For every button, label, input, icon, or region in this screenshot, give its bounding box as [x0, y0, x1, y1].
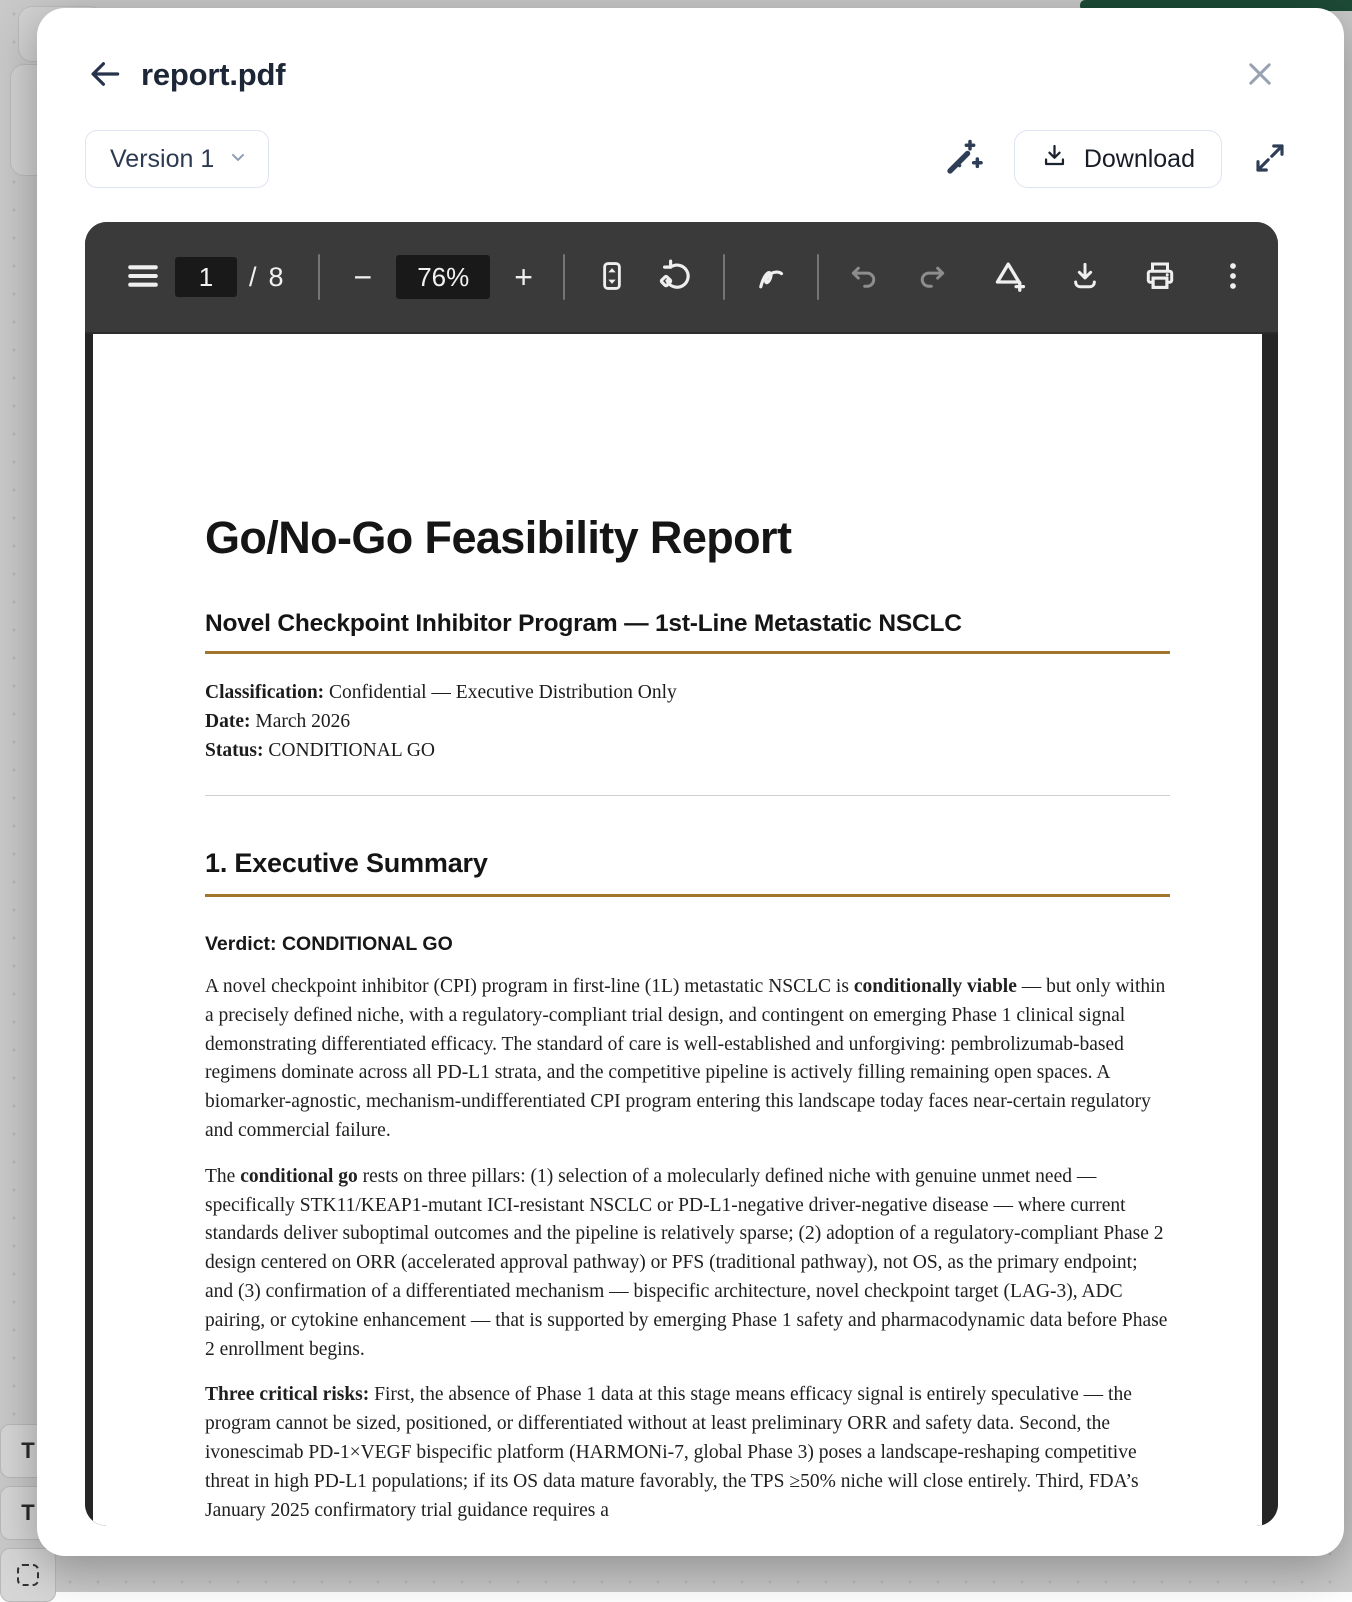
toolbar-divider: [723, 254, 725, 300]
doc-meta-line: Status: CONDITIONAL GO: [205, 736, 1170, 765]
doc-paragraphs: [205, 973, 1170, 1525]
modal-header: [85, 52, 1280, 98]
redo-icon: [915, 259, 949, 296]
download-button[interactable]: [1014, 130, 1222, 188]
doc-verdict: Verdict: CONDITIONAL GO: [205, 933, 1170, 956]
zoom-level-select[interactable]: 76%: [396, 255, 490, 299]
doc-paragraph: The conditional go rests on three pillars: (1) selection of a molecularly defined niche with genuine unmet need — specifically STK11/KEAP1-mutant ICI-resistant NSCLC or PD-L1-negative driver-negative disease — where current standards deliver suboptimal outcomes and the pipeline is relatively sparse; (2) adoption of a regulatory-compliant Phase 2 design centered on ORR (accelerated approval pathway) or PFS (traditional pathway), not OS, as the primary endpoint; and (3) confirmation of a differentiated mechanism — bispecific architecture, novel checkpoint target (LAG-3), ADC pairing, or cytokine enhancement — that is supported by emerging Phase 1 safety and pharmacodynamic data before Phase 2 enrollment begins.: [205, 1163, 1170, 1365]
magic-wand-icon: [942, 137, 984, 182]
add-annotation-button[interactable]: [990, 257, 1028, 298]
undo-button[interactable]: [847, 259, 881, 296]
rotate-icon: [657, 257, 695, 298]
sidebar-toggle-button[interactable]: [125, 258, 161, 297]
version-label: Version 1: [110, 145, 214, 174]
doc-section-heading: 1. Executive Summary: [205, 848, 1170, 897]
download-icon: [1068, 259, 1102, 296]
hamburger-icon: [125, 258, 161, 297]
download-label: Download: [1084, 145, 1195, 174]
page-separator: /: [249, 262, 257, 293]
shape-add-icon: [990, 257, 1028, 298]
printer-icon: [1142, 258, 1178, 297]
redo-button[interactable]: [915, 259, 949, 296]
fit-page-icon: [595, 259, 629, 296]
fit-page-button[interactable]: [595, 259, 629, 296]
selection-tool-icon: [17, 1564, 39, 1586]
pdf-page: [93, 334, 1262, 1526]
more-options-button[interactable]: [1218, 258, 1248, 297]
zoom-in-button[interactable]: +: [514, 261, 533, 293]
text-tool-icon: T: [21, 1500, 34, 1526]
close-button[interactable]: [1240, 55, 1280, 95]
file-title: report.pdf: [141, 57, 285, 93]
toolbar-divider: [318, 254, 320, 300]
pen-squiggle-icon: [753, 258, 789, 297]
page-number-input[interactable]: 1: [175, 257, 237, 297]
kebab-menu-icon: [1218, 258, 1248, 297]
undo-icon: [847, 259, 881, 296]
ai-actions-button[interactable]: [942, 137, 984, 182]
expand-button[interactable]: [1252, 140, 1288, 179]
doc-meta: [205, 678, 1170, 765]
print-button[interactable]: [1142, 258, 1178, 297]
pdf-page-area: [85, 334, 1278, 1526]
subheader-actions: [942, 130, 1288, 188]
toolbar-divider: [563, 254, 565, 300]
pdf-preview-modal: [37, 8, 1344, 1556]
back-button[interactable]: [85, 55, 125, 95]
close-icon: [1243, 57, 1277, 94]
pdf-toolbar: [85, 222, 1278, 334]
back-arrow-icon: [86, 55, 124, 96]
background-tool-button: [0, 1548, 56, 1602]
version-dropdown[interactable]: [85, 130, 269, 188]
chevron-down-icon: [228, 145, 248, 174]
doc-meta-line: Date: March 2026: [205, 707, 1170, 736]
doc-divider: [205, 795, 1170, 796]
doc-paragraph: A novel checkpoint inhibitor (CPI) program in first-line (1L) metastatic NSCLC is conditionally viable — but only within a precisely defined niche, with a regulatory-compliant trial design, and contingent on emerging Phase 1 clinical signal demonstrating differentiated efficacy. The standard of care is well-established and unforgiving: pembrolizumab-based regimens dominate across all PD-L1 strata, and the competitive pipeline is actively filling remaining open spaces. A biomarker-agnostic, mechanism-undifferentiated CPI program entering this landscape today faces near-certain regulatory and commercial failure.: [205, 973, 1170, 1146]
modal-subheader: [85, 128, 1288, 190]
pdf-viewer: [85, 222, 1278, 1526]
doc-title: Go/No-Go Feasibility Report: [205, 512, 1170, 564]
download-file-button[interactable]: [1068, 259, 1102, 296]
download-icon: [1041, 142, 1068, 176]
draw-annotation-button[interactable]: [753, 258, 789, 297]
doc-paragraph: Three critical risks: First, the absence of Phase 1 data at this stage means efficacy signal is entirely speculative — the program cannot be sized, positioned, or differentiated without at least preliminary ORR and safety data. Second, the ivonescimab PD-1×VEGF bispecific platform (HARMONi-7, global Phase 3) poses a landscape-reshaping competitive threat in high PD-L1 populations; if its OS data mature favorably, the TPS ≥50% niche will close entirely. Third, FDA’s January 2025 confirmatory trial guidance requires a: [205, 1381, 1170, 1525]
zoom-out-button[interactable]: −: [354, 261, 373, 293]
toolbar-divider: [817, 254, 819, 300]
rotate-button[interactable]: [657, 257, 695, 298]
page-total: 8: [269, 262, 284, 293]
doc-meta-line: Classification: Confidential — Executive Distribution Only: [205, 678, 1170, 707]
expand-icon: [1252, 140, 1288, 179]
text-tool-icon: T: [21, 1438, 34, 1464]
doc-subtitle: Novel Checkpoint Inhibitor Program — 1st-Line Metastatic NSCLC: [205, 610, 1170, 654]
